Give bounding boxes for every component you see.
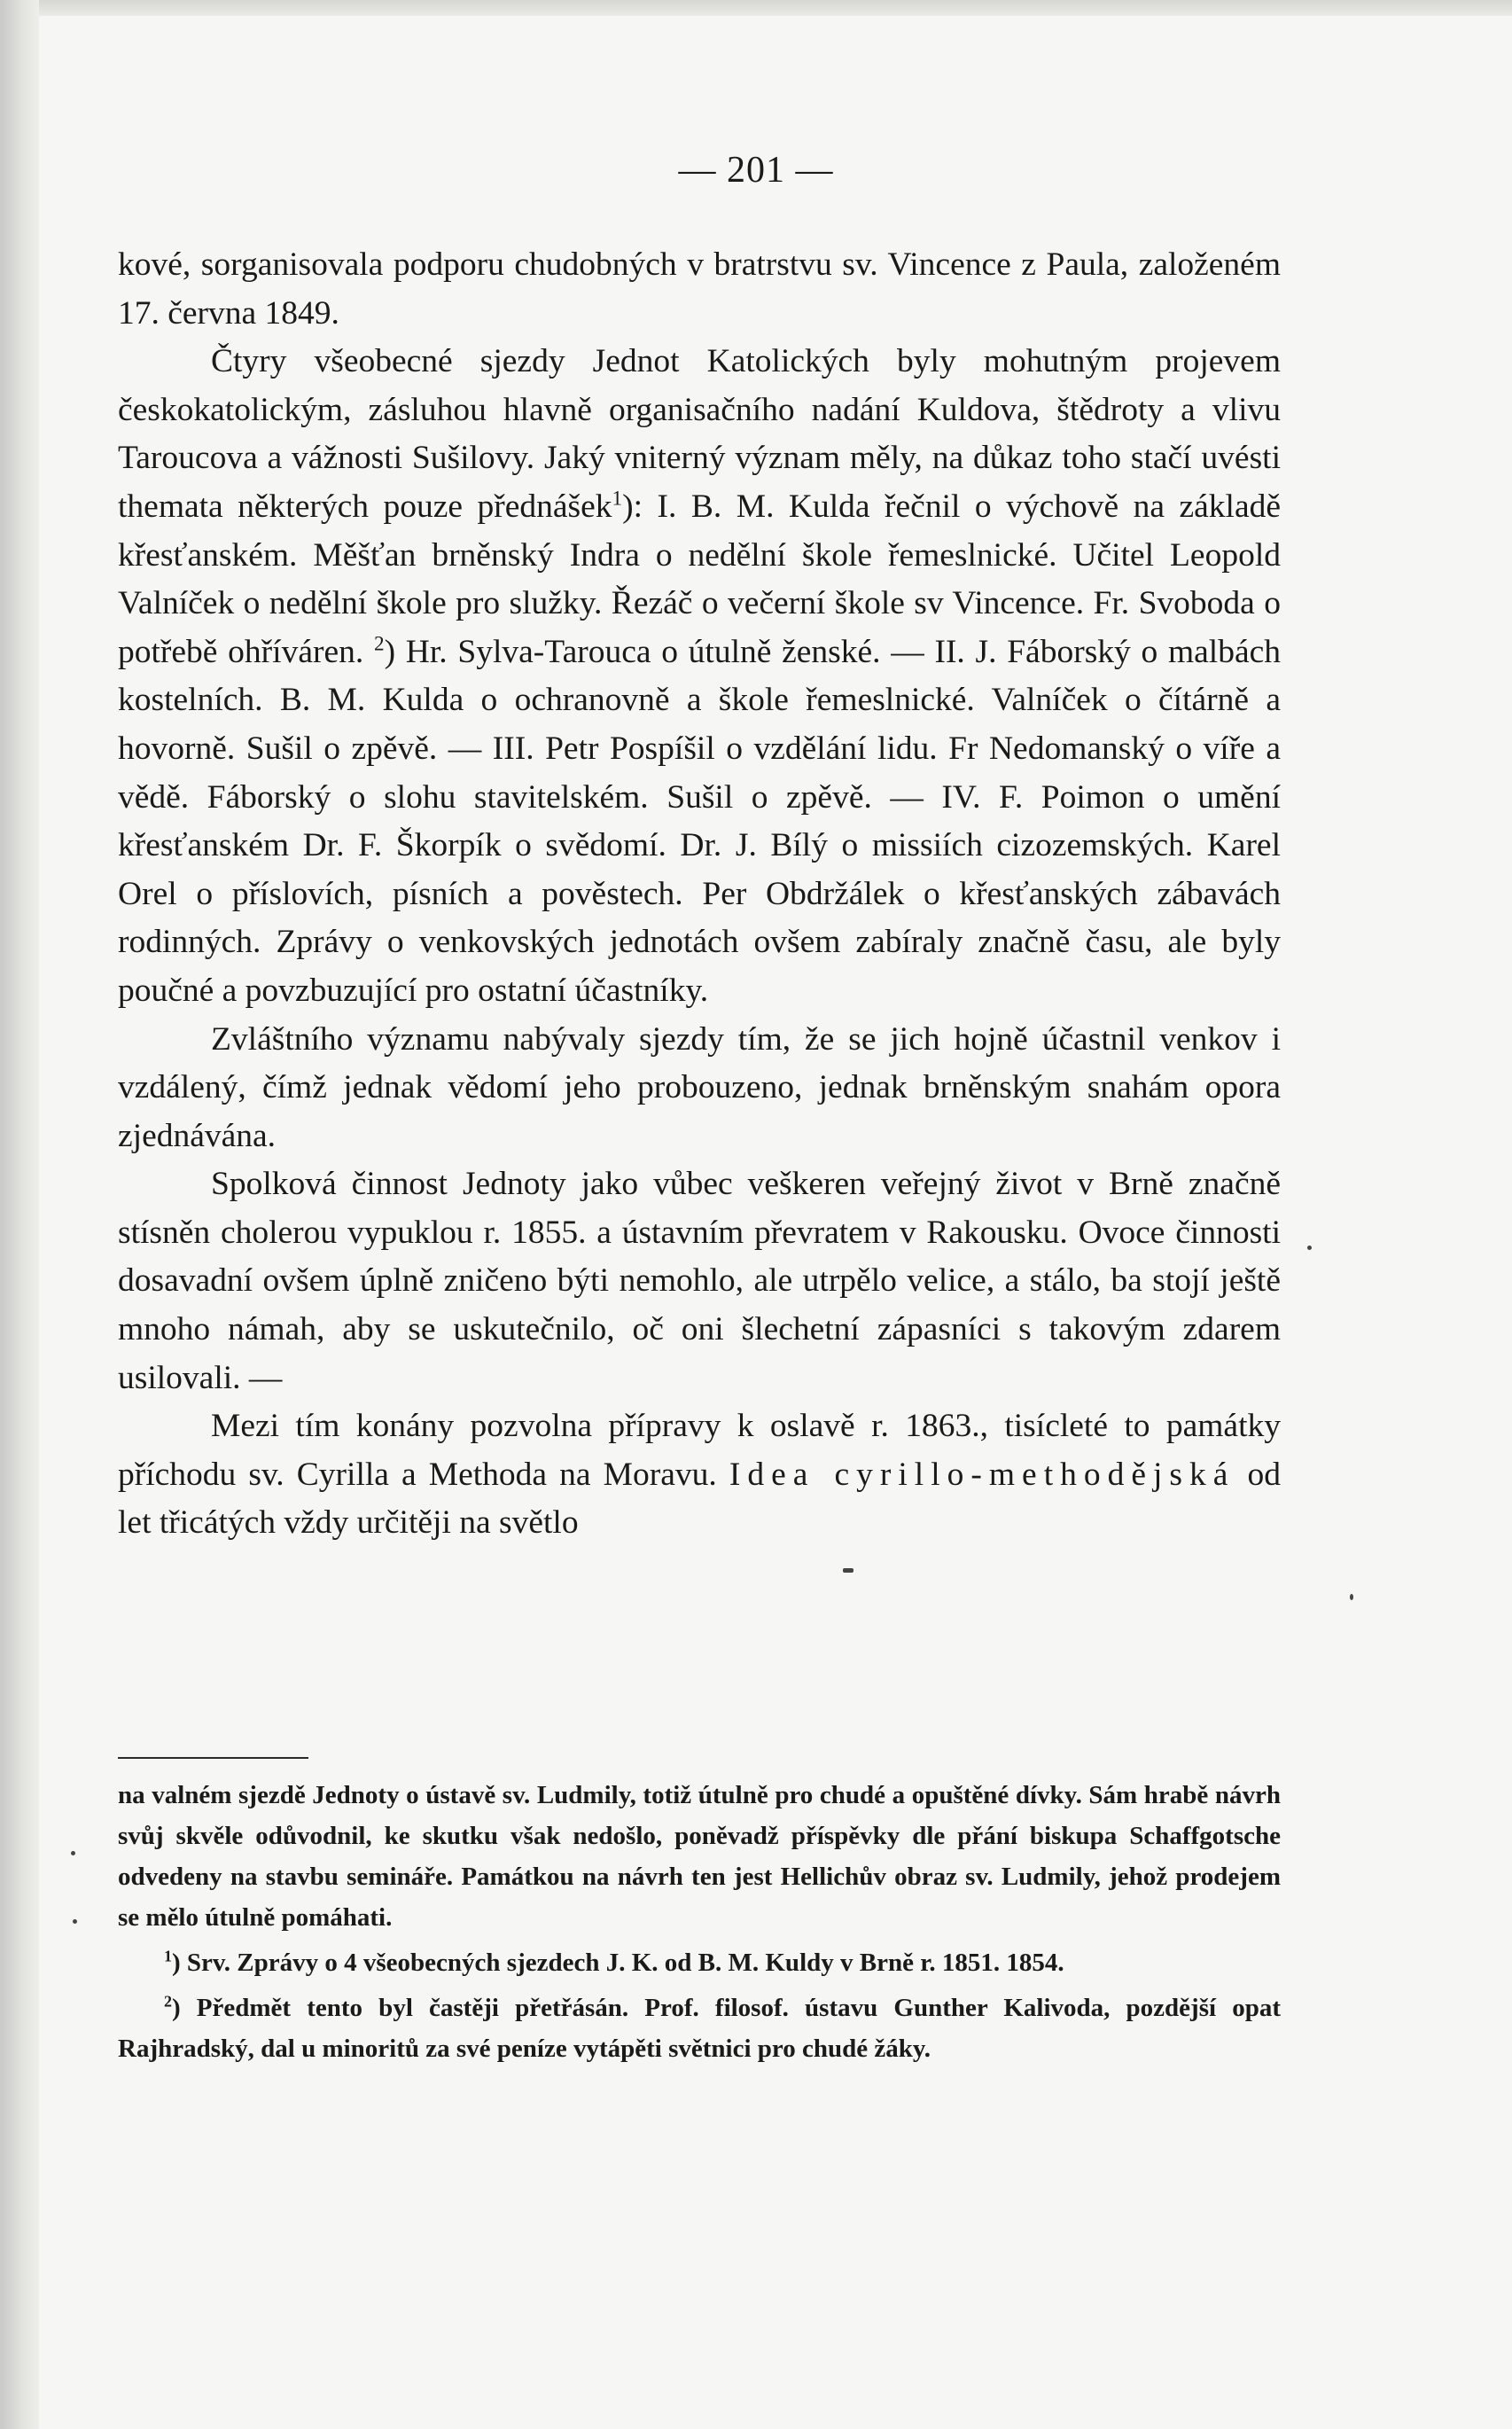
scan-speck [71,1851,75,1855]
paragraph-2-part-1: Čtyry všeobecné sjezdy Jednot Katolických byly mohutným projevem českokatolickým, zásluhou hlavně organisačního nadání Kuldova, štědroty a vlivu Taroucova a vážnosti Sušilovy. Jaký vniterný význam měly, na důkaz toho stačí uvésti themata některých pouze přednášek [118,343,1281,525]
footnote-ref-2: 2 [373,632,385,656]
paragraph-3: Zvláštního významu nabývaly sjezdy tím, že se jich hojně účastnil venkov i vzdálený, čímž jednak vědomí jeho probouzeno, jednak brněnským snahám opora zjednávána. [118,1020,1281,1154]
scan-speck [73,1919,77,1924]
paragraph-5 [118,1402,1281,1548]
paragraph-2-part-2: ): I. B. M. Kulda řečnil o výchově na základě křesťanském. Měšťan brněnský Indra o nedělní škole řemeslnické. Učitel Leopold Valníček o nedělní škole pro služky. Řezáč o večerní škole sv Vincence. Fr. Svoboda o potřebě ohříváren. [118,488,1281,670]
footnote-1-text: ) Srv. Zprávy o 4 všeobecných sjezdech J. K. od B. M. Kuldy v Brně r. 1851. 1854. [171,1949,1064,1977]
paragraph-2 [118,338,1281,1015]
footnote-1-mark: 1 [164,1947,172,1965]
paragraph-5-part-2: od let třicátých vždy určitěji na světlo [118,1456,1282,1542]
scan-left-edge [0,0,39,2429]
footnote-continuation: na valném sjezdě Jednoty o ústavě sv. Ludmily, totiž útulně pro chudé a opuštěné dívky. Sám hrabě návrh svůj skvěle odůvodnil, ke skutku však nedošlo, poněvadž příspěvky dle přání biskupa Schaffgotsche odvedeny na stavbu semináře. Památkou na návrh ten jest Hellichův obraz sv. Ludmily, jehož prodejem se mělo útulně pomáhati. [118,1781,1281,1932]
footnote-rule [118,1757,308,1759]
paragraph-4: Spolková činnost Jednoty jako vůbec veškeren veřejný život v Brně značně stísněn cholerou vypuklou r. 1855. a ústavním převratem v Rakousku. Ovoce činnosti dosavadní ovšem úplně zničeno býti nemohlo, ale utrpělo velice, a stálo, ba stojí ještě mnoho námah, aby se uskutečnilo, oč oni šlechetní zápasníci s takovým zdarem usilovali. — [118,1166,1281,1396]
spaced-emphasis: Idea cyrillo-methodějská [729,1456,1235,1493]
paragraph-2-part-3: ) Hr. Sylva-Tarouca o útulně ženské. — II. J. Fáborský o malbách kostelních. B. M. Kulda o ochranovně a škole řemeslnické. Valníček o čítárně a hovorně. Sušil o zpěvě. — III. Petr Pospíšil o vzdělání lidu. Fr Nedomanský o víře a vědě. Fáborský o slohu stavitelském. Sušil o zpěvě. — IV. F. Poimon o umění křesťanském Dr. F. Škorpík o svědomí. Dr. J. Bílý o missiích cizozemských. Karel Orel o příslovích, písních a pověstech. Per Obdržálek o křesťanských zábavách rodinných. Zprávy o venkovských jednotách ovšem zabíraly značně času, ale byly poučné a povzbuzující pro ostatní účastníky. [118,633,1281,1009]
paragraph-5-part-1: Mezi tím konány pozvolna přípravy k oslavě r. 1863., tisícleté to památky příchodu sv. Cyrilla a Methoda na Moravu. [118,1408,1281,1493]
footnote-1 [118,1942,1281,1983]
scan-speck [843,1568,853,1573]
footnote-2-text: ) Předmět tento byl častěji přetřásán. Prof. filosof. ústavu Gunther Kalivoda, pozdější opat Rajhradský, dal u minoritů za své peníze vytápěti světnici pro chudé žáky. [118,1994,1281,2063]
scan-top-edge [0,0,1512,16]
footnote-ref-1: 1 [612,487,623,511]
footnotes [118,1775,1281,2069]
footnote-2-mark: 2 [164,1992,172,2011]
page-number: — 201 — [678,150,834,191]
scan-speck [1350,1594,1353,1600]
scan-speck [1307,1246,1312,1250]
paragraph-1: kové, sorganisovala podporu chudobných v bratrstvu sv. Vincence z Paula, založeném 17. června 1849. [118,246,1281,332]
main-text [118,241,1281,1548]
footnote-2 [118,1988,1281,2069]
